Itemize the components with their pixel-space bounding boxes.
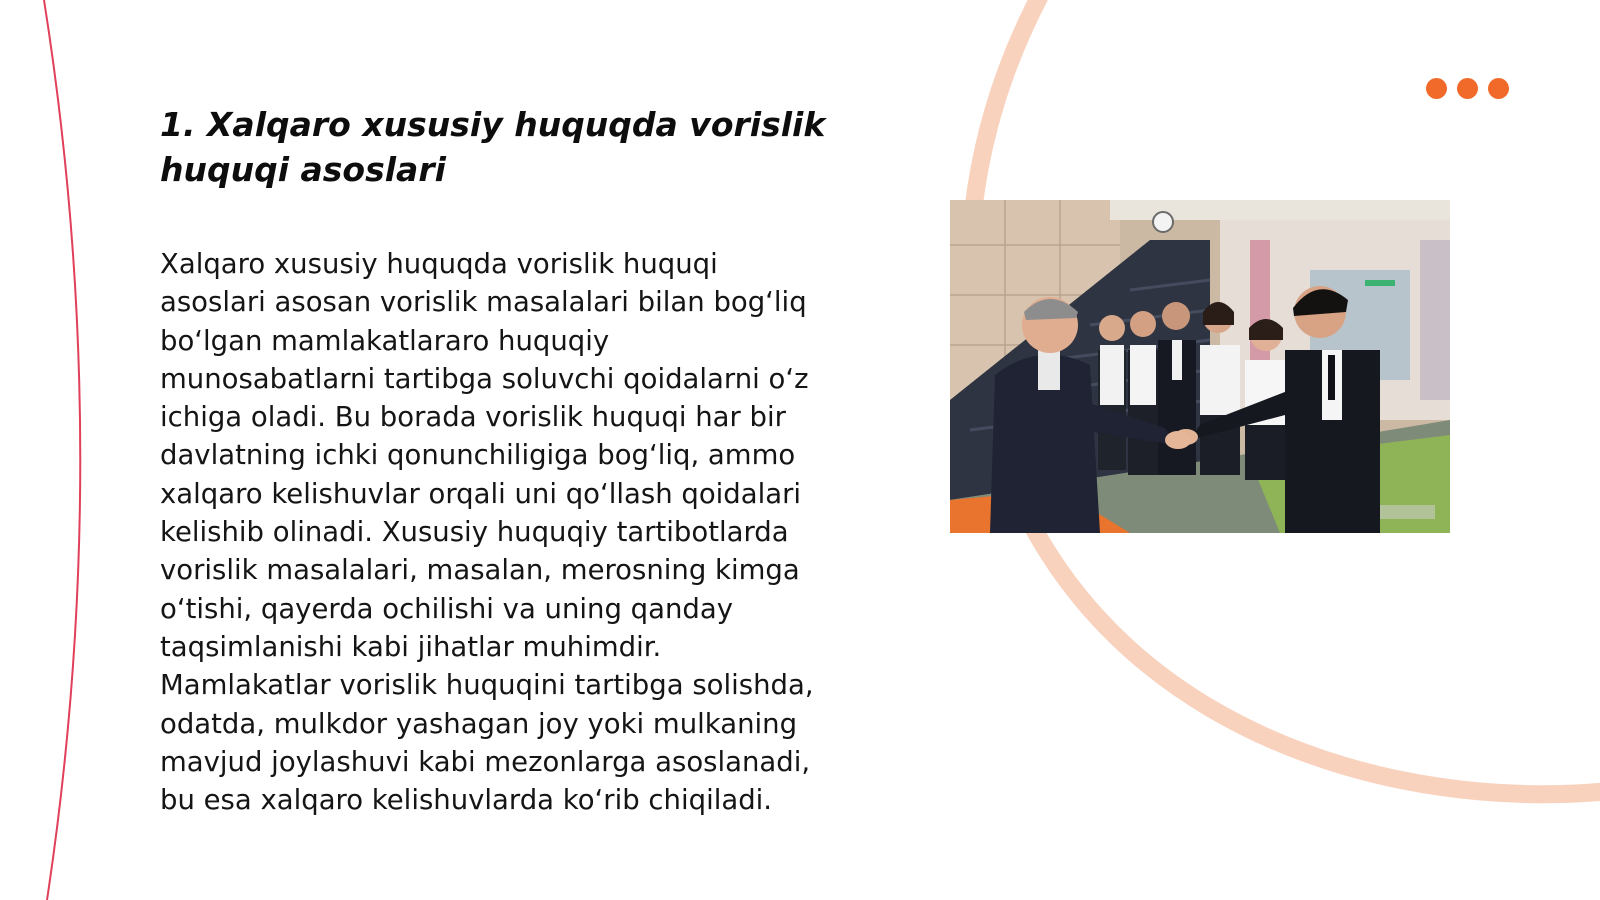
dot xyxy=(1488,78,1509,99)
dot xyxy=(1426,78,1447,99)
slide-title: 1. Xalqaro xususiy huquqda vorislik huquqi asoslari xyxy=(160,105,826,189)
photo-handshake-students xyxy=(950,200,1450,533)
slide-body-text: Xalqaro xususiy huquqda vorislik huquqi asoslari asosan vorislik masalalari bilan bog‘liq bo‘lgan mamlakatlararo huquqiy munosabatlarni tartibga soluvchi qoidalarni o‘z ichiga oladi. Bu borada vorislik huquqi har bir davlatning ichki qonunchiligiga bog‘liq, ammo xalqaro kelishuvlar orqali uni qo‘llash qoidalari kelishib olinadi. Xususiy huquqiy tartibotlarda vorislik masalalari, masalan, merosning kimga o‘tishi, qayerda ochilishi va uning qanday taqsimlanishi kabi jihatlar muhimdir. Mamlakatlar vorislik huquqini tartibga solishda, odatda, mulkdor yashagan joy yoki mulkaning mavjud joylashuvi kabi mezonlarga asoslanadi, bu esa xalqaro kelishuvlarda ko‘rib chiqiladi. xyxy=(160,248,814,817)
left-accent-line xyxy=(44,0,80,900)
three-dots-icon xyxy=(1426,78,1509,99)
dot xyxy=(1457,78,1478,99)
slide-photo xyxy=(950,200,1450,533)
